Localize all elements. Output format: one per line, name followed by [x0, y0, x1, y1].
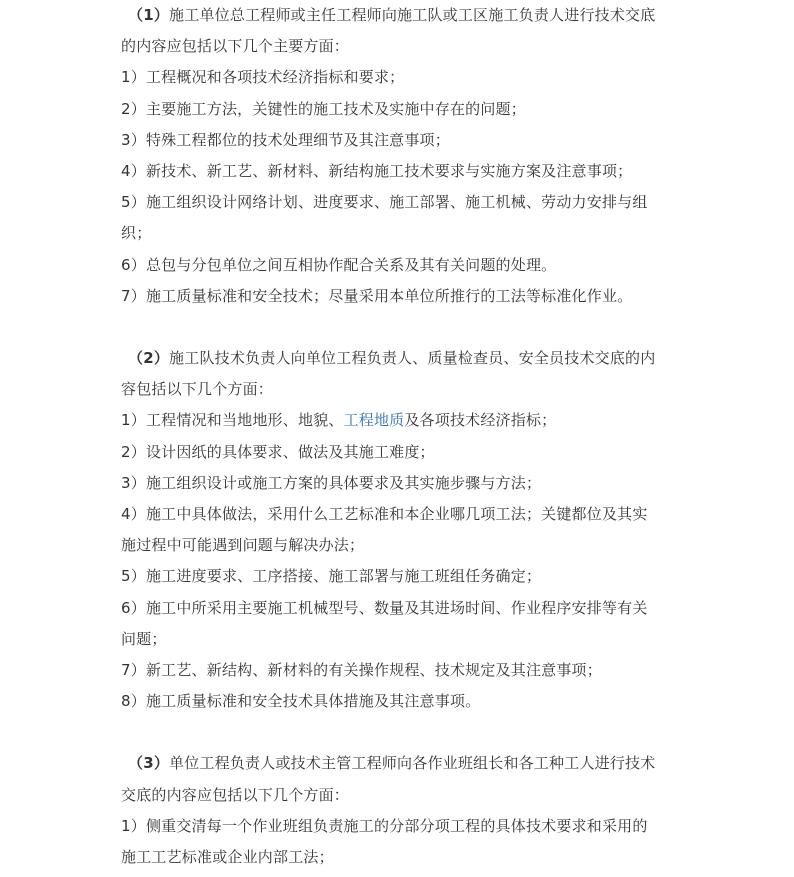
list-item: 8）施工质量标准和安全技术具体措施及其注意事项。 [121, 692, 481, 711]
section-1-heading-text: 施工单位总工程师或主任工程师向施工队或工区施工负责人进行技术交底 [169, 6, 656, 24]
list-item: 4）施工中具体做法，采用什么工艺标准和本企业哪几项工法；关键都位及其实 [121, 505, 648, 524]
section-2-heading [121, 343, 681, 374]
section-spacer [121, 312, 681, 343]
list-item: 6）总包与分包单位之间互相协作配合关系及其有关问题的处理。 [121, 255, 557, 274]
list-item-cont: 施工工艺标准或企业内部工法； [121, 848, 334, 867]
list-item: 3）施工组织设计或施工方案的具体要求及其实施步骤与方法； [121, 473, 542, 492]
list-item: 1）工程概况和各项技术经济指标和要求； [121, 68, 405, 87]
document-body [121, 0, 681, 873]
section-3-heading-cont: 交底的内容应包括以下几个方面： [121, 785, 350, 804]
list-item-cont: 施过程中可能遇到问题与解决办法； [121, 536, 365, 555]
section-1-heading [121, 0, 681, 31]
section-3-number: （3） [128, 754, 170, 773]
section-3 [121, 748, 681, 873]
list-item: 5）施工组织设计网络计划、进度要求、施工部署、施工机械、劳动力安排与组 [121, 193, 648, 212]
list-item: 7）新工艺、新结构、新材料的有关操作规程、技术规定及其注意事项； [121, 661, 602, 680]
list-item [121, 405, 681, 436]
section-1-number: （1） [128, 6, 170, 24]
list-item: 7）施工质量标准和安全技术；尽量采用本单位所推行的工法等标准化作业。 [121, 286, 633, 305]
list-item: 3）特殊工程都位的技术处理细节及其注意事项； [121, 130, 450, 149]
list-item: 2）设计因纸的具体要求、做法及其施工难度； [121, 442, 435, 461]
list-item-cont: 问题； [121, 629, 167, 648]
section-2 [121, 343, 681, 717]
section-spacer [121, 717, 681, 748]
section-2-heading-cont: 容包括以下几个方面： [121, 380, 274, 399]
list-item-cont: 织； [121, 224, 152, 243]
list-item: 1）侧重交清每一个作业班组负责施工的分部分项工程的具体技术要求和采用的 [121, 816, 648, 835]
section-2-heading-text: 施工队技术负责人向单位工程负责人、质量检查员、安全员技术交底的内 [169, 349, 656, 368]
list-item-text: 1）工程情况和当地地形、地貌、 [121, 411, 344, 430]
section-1 [121, 0, 681, 312]
section-2-number: （2） [128, 349, 170, 368]
section-1-heading-cont: 的内容应包括以下几个主要方面： [121, 37, 350, 56]
list-item: 4）新技术、新工艺、新材料、新结构施工技术要求与实施方案及注意事项； [121, 162, 633, 181]
list-item-text: 及各项技术经济指标； [404, 411, 557, 430]
section-3-heading [121, 748, 681, 779]
list-item: 6）施工中所采用主要施工机械型号、数量及其进场时间、作业程序安排等有关 [121, 598, 648, 617]
list-item: 2）主要施工方法，关键性的施工技术及实施中存在的问题； [121, 99, 526, 118]
section-3-heading-text: 单位工程负责人或技术主管工程师向各作业班组长和各工种工人进行技术 [169, 754, 656, 773]
list-item: 5）施工进度要求、工序搭接、施工部署与施工班组任务确定； [121, 567, 542, 586]
engineering-geology-link[interactable]: 工程地质 [343, 411, 405, 430]
